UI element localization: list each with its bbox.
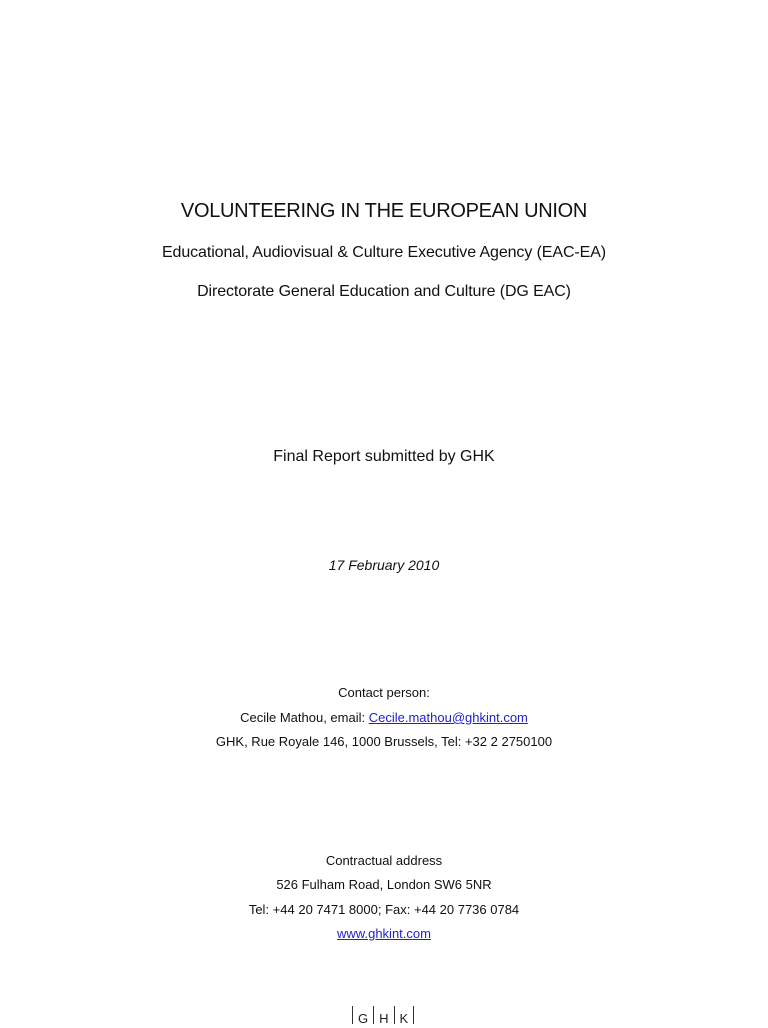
- contact-person-label: Cecile Mathou, email:: [240, 710, 369, 725]
- contact-person-line: [0, 710, 768, 725]
- contractual-street: 526 Fulham Road, London SW6 5NR: [276, 877, 492, 892]
- contact-address: GHK, Rue Royale 146, 1000 Brussels, Tel: +32 2 2750100: [215, 734, 553, 749]
- logo-letter-h: H: [379, 1011, 389, 1026]
- website-link[interactable]: www.ghkint.com: [337, 926, 431, 941]
- logo-divider: [413, 1006, 414, 1024]
- logo-letter-k: K: [399, 1011, 409, 1026]
- ghk-logo: [352, 1006, 414, 1028]
- report-statement: Final Report submitted by GHK: [273, 448, 495, 465]
- directorate-subtitle: Directorate General Education and Culture (DG EAC): [197, 283, 571, 300]
- contractual-phone-fax: Tel: +44 20 7471 8000; Fax: +44 20 7736 0784: [248, 902, 520, 917]
- contractual-website-line: [0, 926, 768, 941]
- contractual-heading: Contractual address: [325, 853, 443, 868]
- document-title: VOLUNTEERING IN THE EUROPEAN UNION: [180, 200, 588, 222]
- contact-email-link[interactable]: Cecile.mathou@ghkint.com: [368, 710, 528, 725]
- logo-letter-g: G: [358, 1011, 369, 1026]
- agency-subtitle: Educational, Audiovisual & Culture Executive Agency (EAC-EA): [161, 244, 606, 261]
- report-date: 17 February 2010: [328, 557, 440, 573]
- contact-heading: Contact person:: [338, 685, 430, 700]
